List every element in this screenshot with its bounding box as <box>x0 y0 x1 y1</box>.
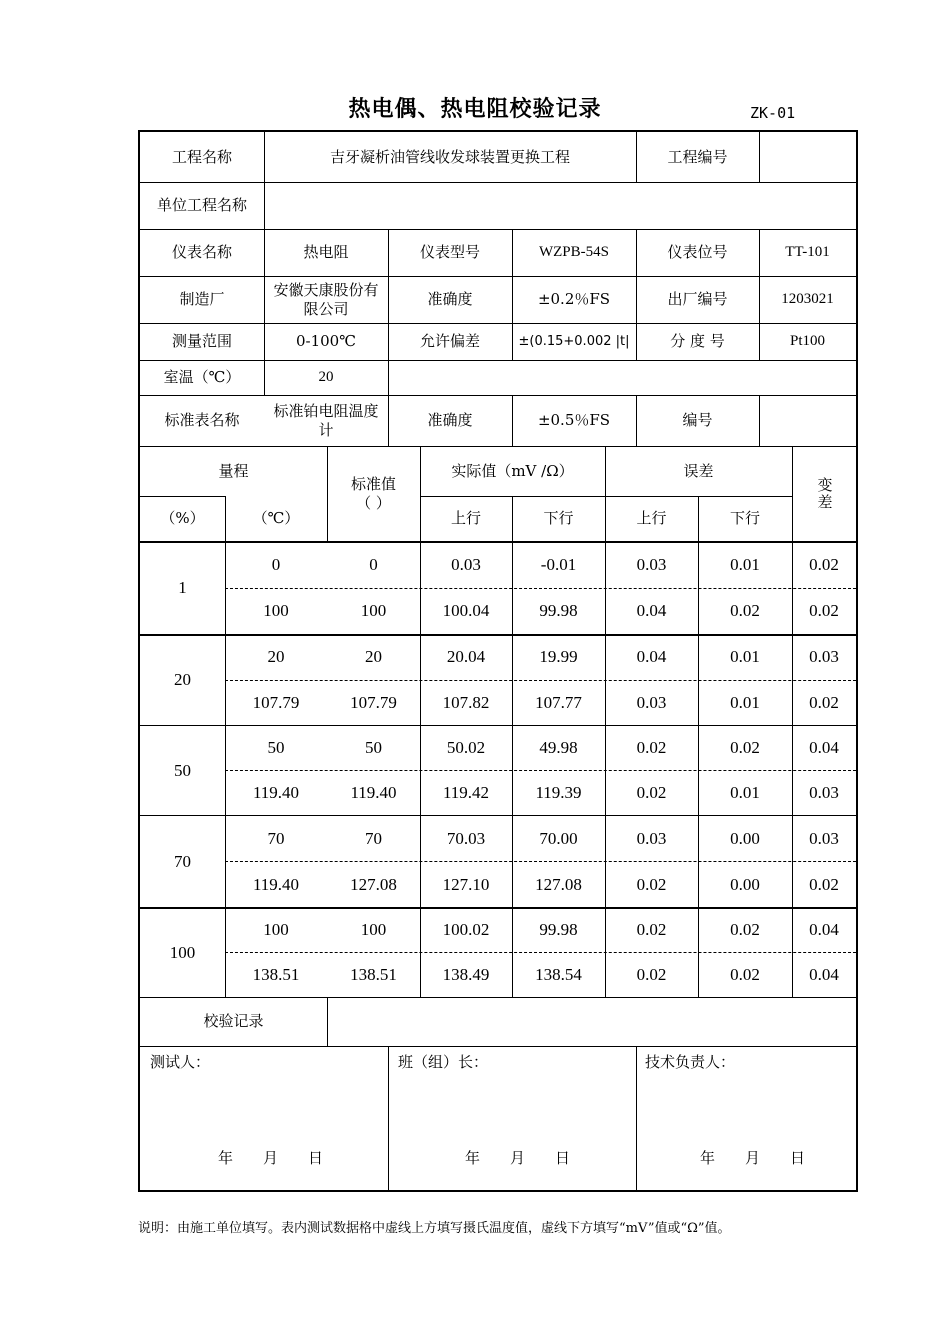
error-down-cell: 0.01 <box>730 692 760 712</box>
error-up-cell: 0.02 <box>636 874 667 894</box>
instrument-name-label: 仪表名称 <box>171 243 232 261</box>
manufacturer-label: 制造厂 <box>179 290 225 308</box>
variation-cell: 0.04 <box>809 920 839 939</box>
celsius-cell: 100 <box>263 920 289 939</box>
form-code: ZK-01 <box>750 104 796 122</box>
standard-cell: 0 <box>369 554 378 574</box>
actual-up-cell: 127.10 <box>442 874 490 894</box>
error-down-cell: 0.02 <box>730 601 760 621</box>
variation-cell: 0.03 <box>809 828 839 848</box>
percent-cell: 100 <box>169 942 196 962</box>
variation-cell: 0.02 <box>809 874 839 894</box>
variation-cell: 0.02 <box>809 601 839 621</box>
error-down-cell: 0.02 <box>730 965 760 984</box>
actual-up-cell: 100.02 <box>442 920 490 939</box>
unit-project-value <box>264 182 856 229</box>
graduation-label: 分 度 号 <box>670 332 725 350</box>
header-percent: （%） <box>160 509 205 527</box>
room-temp-value: 20 <box>318 369 334 385</box>
celsius-cell: 107.79 <box>252 692 300 712</box>
celsius-cell: 0 <box>271 554 281 574</box>
actual-down-cell: 49.98 <box>539 738 578 757</box>
header-standard <box>327 446 420 541</box>
celsius-cell: 119.40 <box>252 874 300 894</box>
record-label: 校验记录 <box>203 1012 264 1030</box>
actual-up-cell: 0.03 <box>451 554 481 574</box>
percent-cell: 1 <box>178 578 187 597</box>
celsius-cell: 20 <box>267 647 285 667</box>
variation-cell: 0.03 <box>809 647 839 667</box>
page-title: 热电偶、热电阻校验记录 <box>348 97 602 122</box>
actual-up-cell: 138.49 <box>442 965 490 984</box>
actual-up-cell: 119.42 <box>442 783 490 802</box>
std-accuracy-value: ±0.5％FS <box>537 411 611 429</box>
actual-down-cell: -0.01 <box>540 554 577 574</box>
serial-value: 1203021 <box>781 291 834 307</box>
celsius-cell: 50 <box>267 738 285 757</box>
error-down-cell: 0.02 <box>730 738 760 757</box>
standard-cell: 107.79 <box>350 692 397 712</box>
error-up-cell: 0.03 <box>636 692 667 712</box>
model-label: 仪表型号 <box>419 243 480 261</box>
variation-cell: 0.02 <box>809 692 839 712</box>
actual-up-cell: 107.82 <box>442 692 490 712</box>
actual-down-cell: 70.00 <box>539 828 578 848</box>
error-up-cell: 0.02 <box>636 783 667 802</box>
tech-date: 年 月 日 <box>700 1149 806 1167</box>
header-error: 误差 <box>683 461 714 480</box>
standard-cell: 138.51 <box>350 965 397 984</box>
error-down-cell: 0.01 <box>730 647 760 667</box>
error-up-cell: 0.02 <box>636 965 667 984</box>
actual-down-cell: 107.77 <box>535 692 582 712</box>
tolerance-label: 允许偏差 <box>419 332 480 350</box>
variation-cell: 0.02 <box>809 554 839 574</box>
actual-up-cell: 70.03 <box>446 828 486 848</box>
std-name-label: 标准表名称 <box>164 411 240 429</box>
variation-cell: 0.04 <box>809 738 839 757</box>
actual-down-cell: 119.39 <box>535 783 582 802</box>
error-down-cell: 0.01 <box>730 554 760 574</box>
header-error-up: 上行 <box>636 509 667 527</box>
standard-cell: 50 <box>365 738 382 757</box>
accuracy-value: ±0.2％FS <box>537 290 611 308</box>
actual-down-cell: 127.08 <box>535 874 582 894</box>
std-no-label: 编号 <box>682 411 713 429</box>
tester-date: 年 月 日 <box>218 1149 324 1167</box>
celsius-cell: 70 <box>267 828 285 848</box>
range-value: 0-100℃ <box>295 332 357 350</box>
room-temp-label: 室温（℃） <box>163 368 241 386</box>
project-no-value <box>759 132 856 182</box>
std-accuracy-label: 准确度 <box>427 411 473 429</box>
project-name-value: 吉牙凝析油管线收发球装置更换工程 <box>329 147 570 166</box>
project-name-label: 工程名称 <box>171 147 232 166</box>
graduation-value: Pt100 <box>789 333 825 349</box>
error-up-cell: 0.03 <box>636 554 667 574</box>
actual-down-cell: 138.54 <box>535 965 582 984</box>
standard-cell: 119.40 <box>350 783 397 802</box>
std-name-value: 标准铂电阻温度计 <box>273 401 379 439</box>
model-value: WZPB-54S <box>538 244 609 260</box>
error-up-cell: 0.02 <box>636 920 667 939</box>
error-down-cell: 0.02 <box>730 920 760 939</box>
tech-label: 技术负责人： <box>645 1053 736 1071</box>
standard-cell: 127.08 <box>350 874 397 894</box>
leader-label: 班（组）长： <box>398 1053 489 1071</box>
instrument-name-value: 热电阻 <box>303 243 349 261</box>
serial-label: 出厂编号 <box>667 290 728 308</box>
error-down-cell: 0.01 <box>730 783 760 802</box>
celsius-cell: 138.51 <box>252 965 300 984</box>
percent-cell: 70 <box>174 851 191 871</box>
header-actual-up: 上行 <box>450 509 481 527</box>
header-range: 量程 <box>218 461 249 480</box>
position-value: TT-101 <box>785 244 830 260</box>
header-actual: 实际值（mV /Ω） <box>451 461 574 480</box>
percent-cell: 20 <box>174 670 191 689</box>
error-up-cell: 0.03 <box>636 828 667 848</box>
range-label: 测量范围 <box>171 332 232 350</box>
actual-up-cell: 100.04 <box>442 601 490 621</box>
tester-label: 测试人： <box>150 1053 211 1071</box>
header-variation: 变差 <box>815 476 834 511</box>
standard-cell: 100 <box>360 920 387 939</box>
percent-cell: 50 <box>174 760 191 780</box>
error-up-cell: 0.04 <box>636 647 667 667</box>
tolerance-value: ±(0.15+0.002 |t| <box>518 334 630 349</box>
celsius-cell: 119.40 <box>252 783 300 802</box>
record-table <box>138 130 858 1192</box>
footnote: 说明：由施工单位填写。表内测试数据格中虚线上方填写摄氏温度值，虚线下方填写“mV”值或“Ω”值。 <box>138 1221 731 1236</box>
unit-project-label: 单位工程名称 <box>156 196 247 214</box>
standard-cell: 100 <box>360 601 387 621</box>
header-standard-label: 标准值 <box>350 474 396 493</box>
standard-cell: 70 <box>365 828 382 848</box>
project-no-label: 工程编号 <box>667 147 728 166</box>
error-down-cell: 0.00 <box>730 874 760 894</box>
variation-cell: 0.04 <box>809 965 839 984</box>
actual-down-cell: 99.98 <box>539 601 578 621</box>
accuracy-label: 准确度 <box>427 290 473 308</box>
leader-date: 年 月 日 <box>465 1149 571 1167</box>
record-value <box>327 997 856 1046</box>
position-label: 仪表位号 <box>667 243 728 261</box>
variation-cell: 0.03 <box>809 783 839 802</box>
header-error-down: 下行 <box>729 509 760 527</box>
error-up-cell: 0.02 <box>636 738 667 757</box>
actual-down-cell: 19.99 <box>539 647 578 667</box>
header-celsius: （℃） <box>252 509 300 527</box>
header-standard-unit: （ ） <box>356 493 391 512</box>
error-up-cell: 0.04 <box>636 601 667 621</box>
error-down-cell: 0.00 <box>730 828 760 848</box>
actual-down-cell: 99.98 <box>539 920 578 939</box>
std-no-value <box>759 395 856 446</box>
manufacturer-value: 安徽天康股份有限公司 <box>273 280 379 318</box>
actual-up-cell: 20.04 <box>446 647 486 667</box>
actual-up-cell: 50.02 <box>446 738 486 757</box>
header-actual-down: 下行 <box>543 509 574 527</box>
celsius-cell: 100 <box>263 601 289 621</box>
standard-cell: 20 <box>365 647 382 667</box>
